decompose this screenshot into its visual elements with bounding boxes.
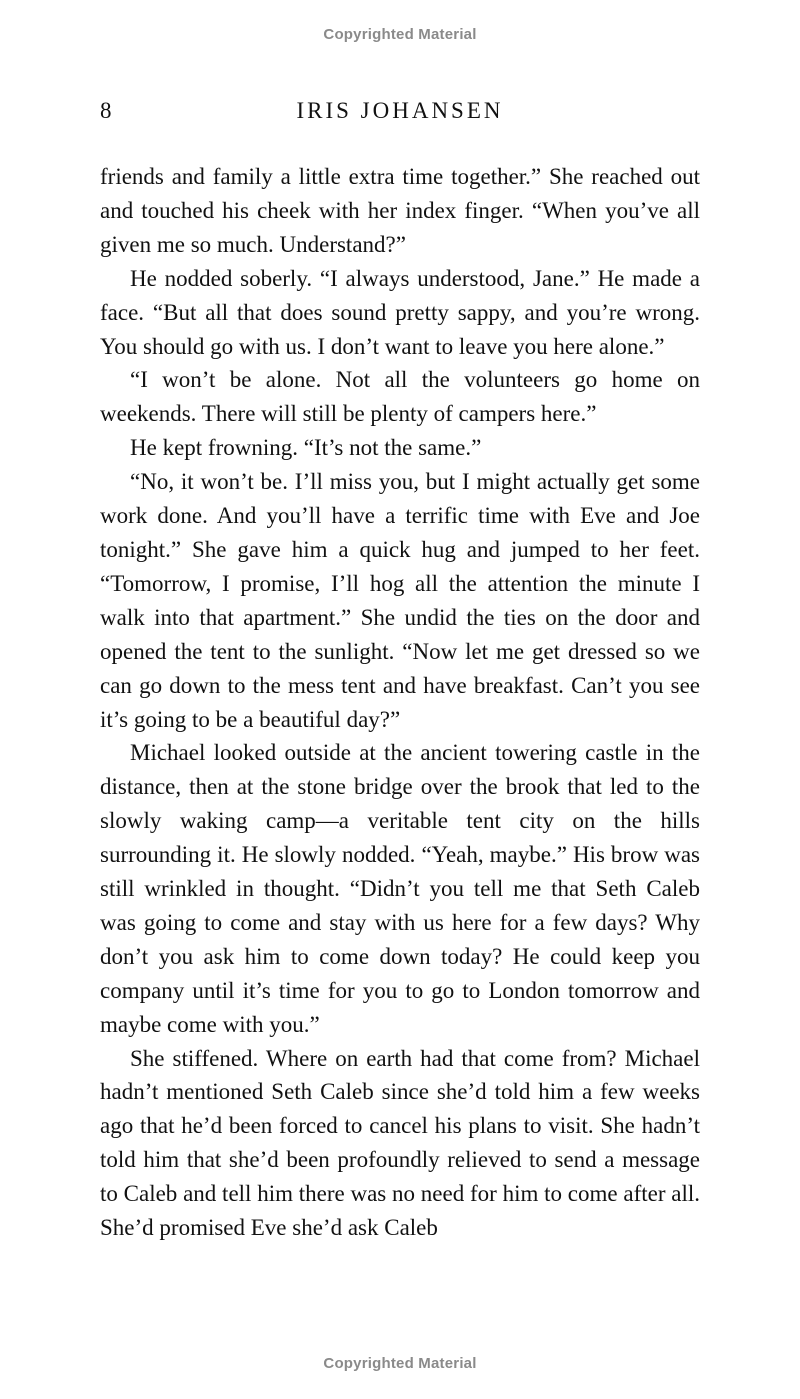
paragraph-4: He kept frowning. “It’s not the same.” [130,435,482,461]
paragraph-5: “No, it won’t be. I’ll miss you, but I might actually get some work done. And you’ll have a terrific time with Eve and Joe tonight.” She gave him a quick hug and jumped to her feet. “Tomorrow, I promise, I’ll hog all the attention the minute I walk into that apartment.” She undid the ties on the door and opened the tent to the sunlight. “Now let me get dressed so we can go down to the mess tent and have breakfast. Can’t you see it’s going to be a beautiful day?” [100,469,700,732]
paragraph-2: He nodded soberly. “I always understood, Jane.” He made a face. “But all that does sound pretty sappy, and you’re wrong. You should go with us. I don’t want to leave you here alone.” [100,265,700,359]
paragraph-7: She stiffened. Where on earth had that come from? Michael hadn’t mentioned Seth Caleb since she’d told him a few weeks ago that he’d been forced to cancel his plans to visit. She hadn’t told him that she’d been profoundly relieved to send a message to Caleb and tell him there was no need for him to come after all. She’d promised Eve she’d ask Caleb [100,1045,700,1241]
page-number: 8 [100,98,112,123]
body-text [100,160,700,1245]
paragraph-1: friends and family a little extra time together.” She reached out and touched his cheek with her index finger. “When you’ve all given me so much. Understand?” [100,164,700,257]
running-head [100,98,700,128]
book-author-heading: IRIS JOHANSEN [296,98,504,123]
copyright-watermark-bottom: Copyrighted Material [323,1355,477,1372]
copyright-watermark-top: Copyrighted Material [323,26,477,43]
paragraph-3: “I won’t be alone. Not all the volunteers go home on weekends. There will still be plenty of campers here.” [100,367,700,427]
paragraph-6: Michael looked outside at the ancient towering castle in the distance, then at the stone bridge over the brook that led to the slowly waking camp—a veritable tent city on the hills surrounding it. He slowly nodded. “Yeah, maybe.” His brow was still wrinkled in thought. “Didn’t you tell me that Seth Caleb was going to come and stay with us here for a few days? Why don’t you ask him to come down today? He could keep you company until it’s time for you to go to London tomorrow and maybe come with you.” [100,740,700,1037]
